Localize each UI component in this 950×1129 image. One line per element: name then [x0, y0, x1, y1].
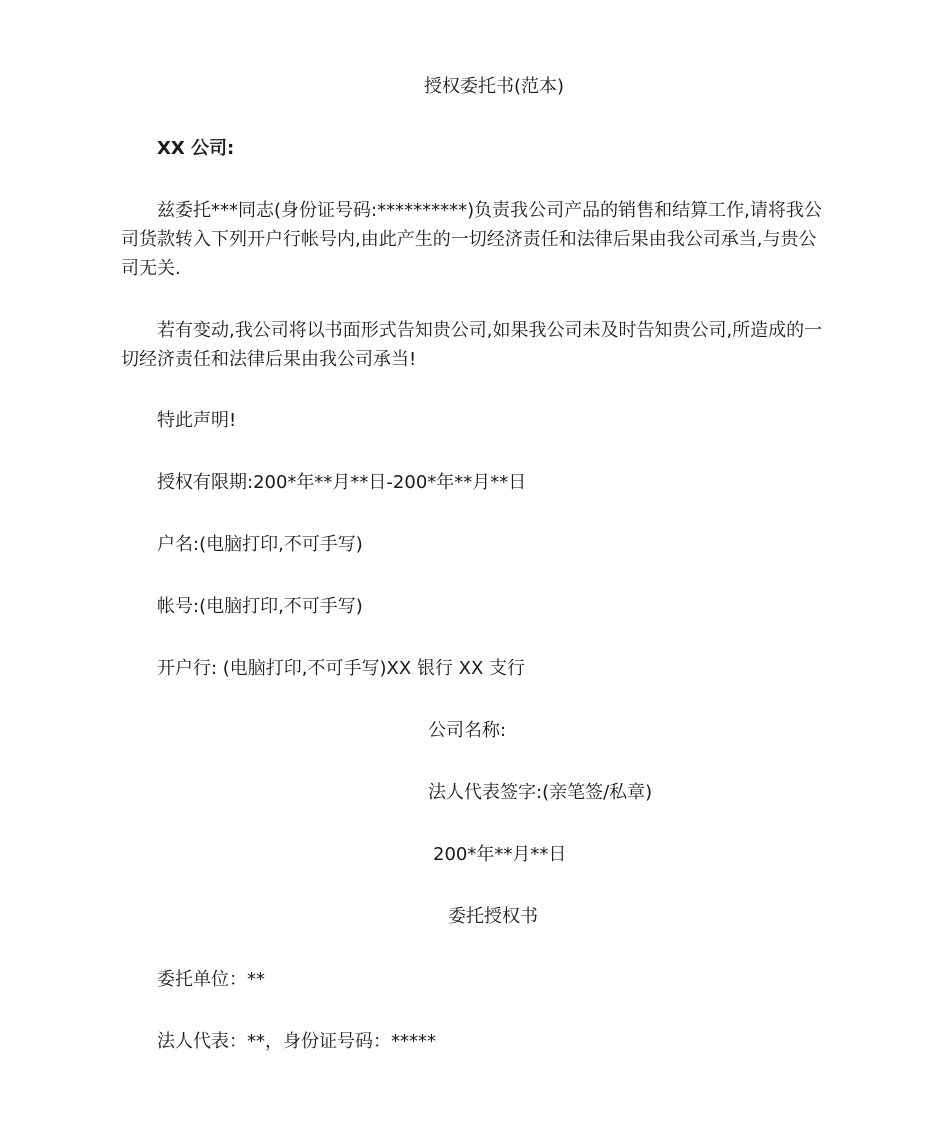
second-document-title: 委托授权书	[448, 906, 538, 927]
entrusting-unit: 委托单位：**	[157, 969, 265, 990]
bank-branch: 开户行: (电脑打印,不可手写)XX 银行 XX 支行	[157, 658, 526, 679]
legal-representative: 法人代表：**，身份证号码：*****	[157, 1031, 436, 1052]
declaration-text: 特此声明!	[157, 410, 237, 431]
addressee: XX 公司:	[157, 138, 235, 159]
validity-period: 授权有限期:200*年**月**日-200*年**月**日	[157, 472, 527, 493]
signature-date: 200*年**月**日	[433, 844, 567, 865]
document-title: 授权委托书(范本)	[424, 76, 565, 97]
company-name-field: 公司名称:	[428, 720, 507, 741]
account-number: 帐号:(电脑打印,不可手写)	[157, 596, 363, 617]
paragraph-entrustment: 兹委托***同志(身份证号码:**********)负责我公司产品的销售和结算工作,请将我公司货款转入下列开户行帐号内,由此产生的一切经济责任和法律后果由我公司承当,与贵公司无关.	[121, 200, 822, 279]
legal-rep-signature-field: 法人代表签字:(亲笔签/私章)	[428, 782, 653, 803]
account-name: 户名:(电脑打印,不可手写)	[157, 534, 363, 555]
paragraph-change-notice: 若有变动,我公司将以书面形式告知贵公司,如果我公司未及时告知贵公司,所造成的一切经济责任和法律后果由我公司承当!	[121, 320, 823, 370]
